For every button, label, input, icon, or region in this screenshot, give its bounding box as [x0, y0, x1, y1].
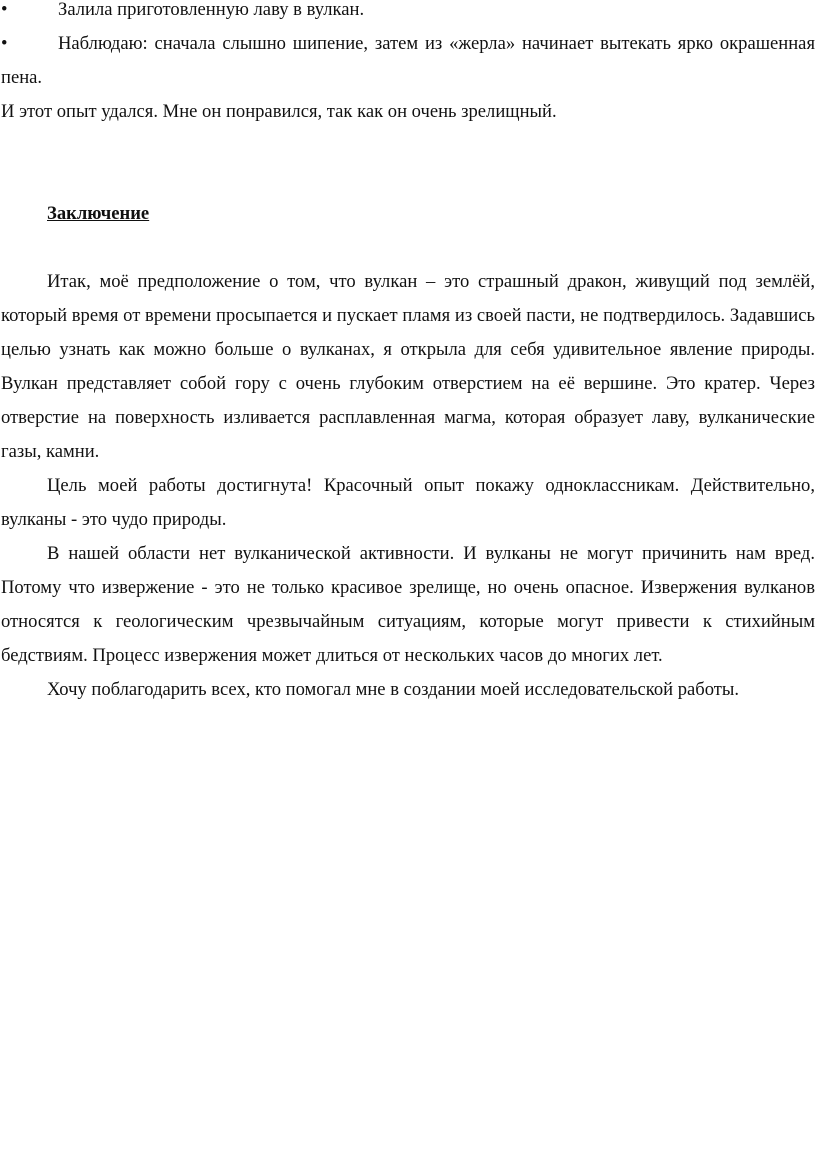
conclusion-heading: Заключение [47, 203, 150, 224]
spacer [1, 231, 815, 265]
bullet-mark: • [1, 0, 8, 20]
bullet-item [1, 0, 815, 27]
bullet-text: Залила приготовленную лаву в вулкан. [58, 0, 365, 20]
bullet-mark: • [1, 33, 8, 54]
result-line: И этот опыт удался. Мне он понравился, так как он очень зрелищный. [1, 101, 557, 122]
document-body [1, 0, 815, 707]
paragraph: Итак, моё предположение о том, что вулкан – это страшный дракон, живущий под землёй, который время от времени просыпается и пускает пламя из своей пасти, не подтвердилось. Задавшись целью узнать как можно больше о вулканах, я открыла для себя удивительное явление природы. Вулкан представляет собой гору с очень глубоким отверстием на её вершине. Это кратер. Через отверстие на поверхность изливается расплавленная магма, которая образует лаву, вулканические газы, камни. [1, 271, 815, 462]
bullet-text: Наблюдаю: сначала слышно шипение, затем из «жерла» начинает вытекать ярко окрашенная пена. [1, 33, 815, 88]
bullet-item [1, 27, 815, 95]
spacer [1, 129, 815, 197]
paragraph: Цель моей работы достигнута! Красочный опыт покажу одноклассникам. Действительно, вулканы - это чудо природы. [1, 475, 815, 530]
paragraph: В нашей области нет вулканической активности. И вулканы не могут причинить нам вред. Потому что извержение - это не только красивое зрелище, но очень опасное. Извержения вулканов относятся к геологическим чрезвычайным ситуациям, которые могут привести к стихийным бедствиям. Процесс извержения может длиться от нескольких часов до многих лет. [1, 543, 815, 666]
paragraph: Хочу поблагодарить всех, кто помогал мне в создании моей исследовательской работы. [47, 679, 740, 700]
